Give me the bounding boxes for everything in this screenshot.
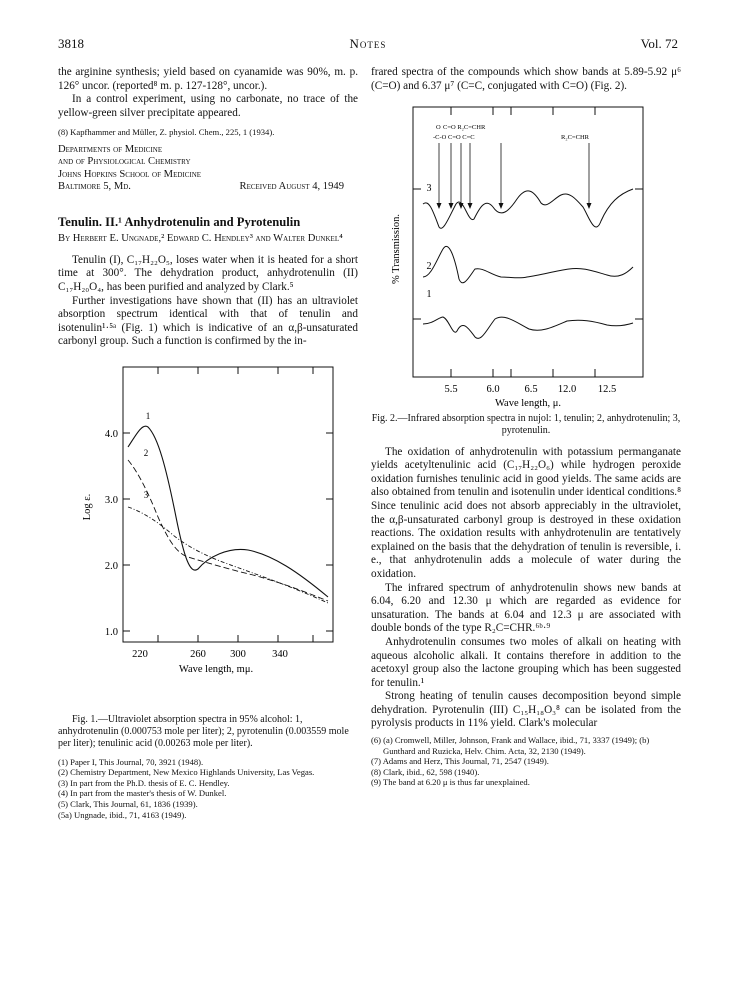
left-column	[58, 66, 358, 820]
figure-1-caption: Fig. 1.—Ultraviolet absorption spectra in 95% alcohol: 1, anhydrotenulin (0.000753 mole per liter); 2, pyrotenulin (0.003559 mole per liter); tenulinic acid (0.00263 mole per liter).	[58, 713, 349, 750]
fig1-ytick: 1.0	[104, 626, 118, 638]
page-header	[58, 36, 678, 54]
paragraph-further: Further investigations have shown that (II) has an ultraviolet absorption spectrum identical with that of tenulin and isotenulin¹·⁵ᵃ (Fig. 1) which is indicative of an α,β-unsaturated carbonyl group. Such a function is confirmed by the in-	[58, 294, 358, 348]
figure-2-caption: Fig. 2.—Infrared absorption spectra in nujol: 1, tenulin; 2, anhydrotenulin; 3, pyrotenulin.	[371, 413, 681, 437]
fig2-xtick: 6.5	[524, 384, 538, 396]
fig2-annotation-right: R₂C=CHR	[561, 134, 589, 142]
affiliation-line: and of Physiological Chemistry	[58, 156, 191, 168]
footnote: (8) Clark, ibid., 62, 598 (1940).	[371, 766, 480, 777]
fig1-ytick: 3.0	[104, 494, 118, 506]
paragraph-infrared: The infrared spectrum of anhydrotenulin shows new bands at 6.04, 6.20 and 12.30 μ which are regarded as evidence for unsaturation. The bands at 6.04 and 12.3 μ are associated with double bonds of the type R₂C=CHR.⁶ᵇ·⁹	[371, 581, 681, 635]
fig1-ytick: 2.0	[104, 560, 118, 572]
control-experiment-text: In a control experiment, using no carbonate, no trace of the yellow-green silver precipitate appeared.	[58, 93, 358, 119]
fig2-curve-label: 2	[426, 261, 432, 273]
received-date: Received August 4, 1949	[239, 181, 344, 193]
left-footnotes	[58, 757, 358, 821]
footnote-8: (8) Kapfhammer and Müller, Z. physiol. Chem., 225, 1 (1934).	[58, 127, 275, 138]
fig2-band-markers	[439, 143, 589, 207]
page-number: 3818	[58, 36, 84, 51]
fig2-xtick: 12.5	[597, 384, 617, 396]
fig2-annotation-row1: C=O R₂C=CHR	[443, 124, 486, 132]
fig1-xtick: 220	[132, 648, 148, 660]
fig1-curve-3	[128, 507, 328, 603]
paragraph-heating: Strong heating of tenulin causes decomposition beyond simple dehydration. Pyrotenulin (III) C₁₅H₁₈O₃⁸ can be isolated from the pyrolysis products in 11% yield. Clark's molecular	[371, 690, 681, 730]
fig2-curve-1	[423, 317, 633, 338]
fig2-ticks	[413, 107, 643, 377]
fig2-curve-label: 3	[426, 183, 432, 195]
article-authors: By Herbert E. Ungnade,² Edward C. Hendley³ and Walter Dunkel⁴	[58, 233, 343, 245]
fig1-curve-label: 2	[143, 447, 149, 458]
fig2-annotation-row2: -C-O C=O C=C	[433, 134, 475, 142]
right-footnotes	[371, 735, 681, 788]
figure-2-ir-spectra	[371, 99, 681, 429]
fig1-xtick: 300	[230, 648, 246, 660]
fig2-xtick: 5.5	[444, 384, 458, 396]
fig2-xtick: 12.0	[557, 384, 577, 396]
paragraph-oxidation: The oxidation of anhydrotenulin with potassium permanganate yields acetyltenulinic acid (C₁₇H₂₂O₆) while hydrogen peroxide oxidation furnishes tenulinic acid in good yields. The same acids are also obtained from tenulin and isotenulin under identical conditions.⁸ Since tenulinic acid does not absorb appreciably in the ultraviolet, the α,β-unsaturated carbonyl group is destroyed in these oxidation reactions. The oxidation results with anhydrotenulin are tentatively explained on the basis that the dehydration of tenulin is reversible, i. e., that anhydrotenulin adds a molecule of water during the oxidation.	[371, 445, 681, 580]
fig1-curve-label: 3	[143, 489, 149, 500]
paragraph-alkali: Anhydrotenulin consumes two moles of alkali on heating with aqueous alcoholic alkali. It contains therefore in addition to the acetoxyl group also the lactone grouping which has been suggested for tenulin.¹	[371, 635, 681, 689]
footnote: (4) In part from the master's thesis of W. Dunkel.	[58, 788, 227, 799]
footnote: (6) (a) Cromwell, Miller, Johnson, Frank and Wallace, ibid., 71, 3337 (1949); (b) Gunthard and Ruzicka, Helv. Chim. Acta, 32, 2130 (1949).	[371, 735, 650, 756]
footnote: (2) Chemistry Department, New Mexico Highlands University, Las Vegas.	[58, 767, 315, 778]
fig2-frame	[413, 107, 643, 377]
affiliation-block	[58, 144, 358, 194]
fig1-ytick: 4.0	[104, 428, 118, 440]
affiliation-line: Johns Hopkins School of Medicine	[58, 168, 202, 180]
right-column	[371, 66, 681, 788]
fig2-curve-label: 1	[426, 289, 432, 301]
figure-1-uv-spectra	[58, 357, 358, 712]
fig1-ylabel: Log ε.	[82, 493, 93, 521]
fig2-annotation-o: O	[436, 124, 441, 132]
fig1-frame	[123, 367, 333, 642]
footnote: (9) The band at 6.20 μ is thus far unexplained.	[371, 777, 530, 788]
fig1-curve-label: 1	[145, 410, 151, 421]
fig2-xtick: 6.0	[486, 384, 500, 396]
fig2-curve-2	[423, 247, 633, 283]
fig1-curve-2	[128, 460, 328, 601]
paragraph-intro: Tenulin (I), C₁₇H₂₂O₅, loses water when it is heated for a short time at 300°. The dehydration product, anhydrotenulin (II) C₁₇H₂₀O₄, has been purified and analyzed by Clark.⁵	[58, 253, 358, 293]
fig1-xlabel: Wave length, mμ.	[178, 663, 254, 675]
footnote: (7) Adams and Herz, This Journal, 71, 2547 (1949).	[371, 756, 549, 767]
footnote: (1) Paper I, This Journal, 70, 3921 (1948).	[58, 756, 204, 767]
affiliation-line	[58, 181, 358, 193]
fig2-curve-3	[423, 189, 633, 228]
article-title: Tenulin. II.¹ Anhydrotenulin and Pyrotenulin	[58, 214, 301, 229]
footnote: (5a) Ungnade, ibid., 71, 4163 (1949).	[58, 809, 187, 820]
volume-label: Vol. 72	[640, 36, 678, 51]
section-title: Notes	[349, 36, 387, 51]
affiliation-city: Baltimore 5, Md.	[58, 181, 131, 193]
fig1-xtick: 260	[190, 648, 206, 660]
footnote: (5) Clark, This Journal, 61, 1836 (1939).	[58, 798, 198, 809]
footnote: (3) In part from the Ph.D. thesis of E. C. Hendley.	[58, 777, 230, 788]
fig1-curve-1	[128, 426, 328, 597]
affiliation-line: Departments of Medicine	[58, 143, 163, 155]
fig2-ylabel: % Transmission.	[391, 214, 402, 285]
continued-text: the arginine synthesis; yield based on cyanamide was 90%, m. p. 126° uncor. (reported⁸ m. p. 127-128°, uncor.).	[58, 66, 358, 92]
fig1-ticks	[123, 367, 333, 642]
fig1-xtick: 340	[272, 648, 288, 660]
fig2-xlabel: Wave length, μ.	[494, 398, 562, 410]
paragraph-ir-intro: frared spectra of the compounds which show bands at 5.89-5.92 μ⁶ (C=O) and 6.37 μ⁷ (C=C, conjugated with C=O) (Fig. 2).	[371, 66, 681, 92]
